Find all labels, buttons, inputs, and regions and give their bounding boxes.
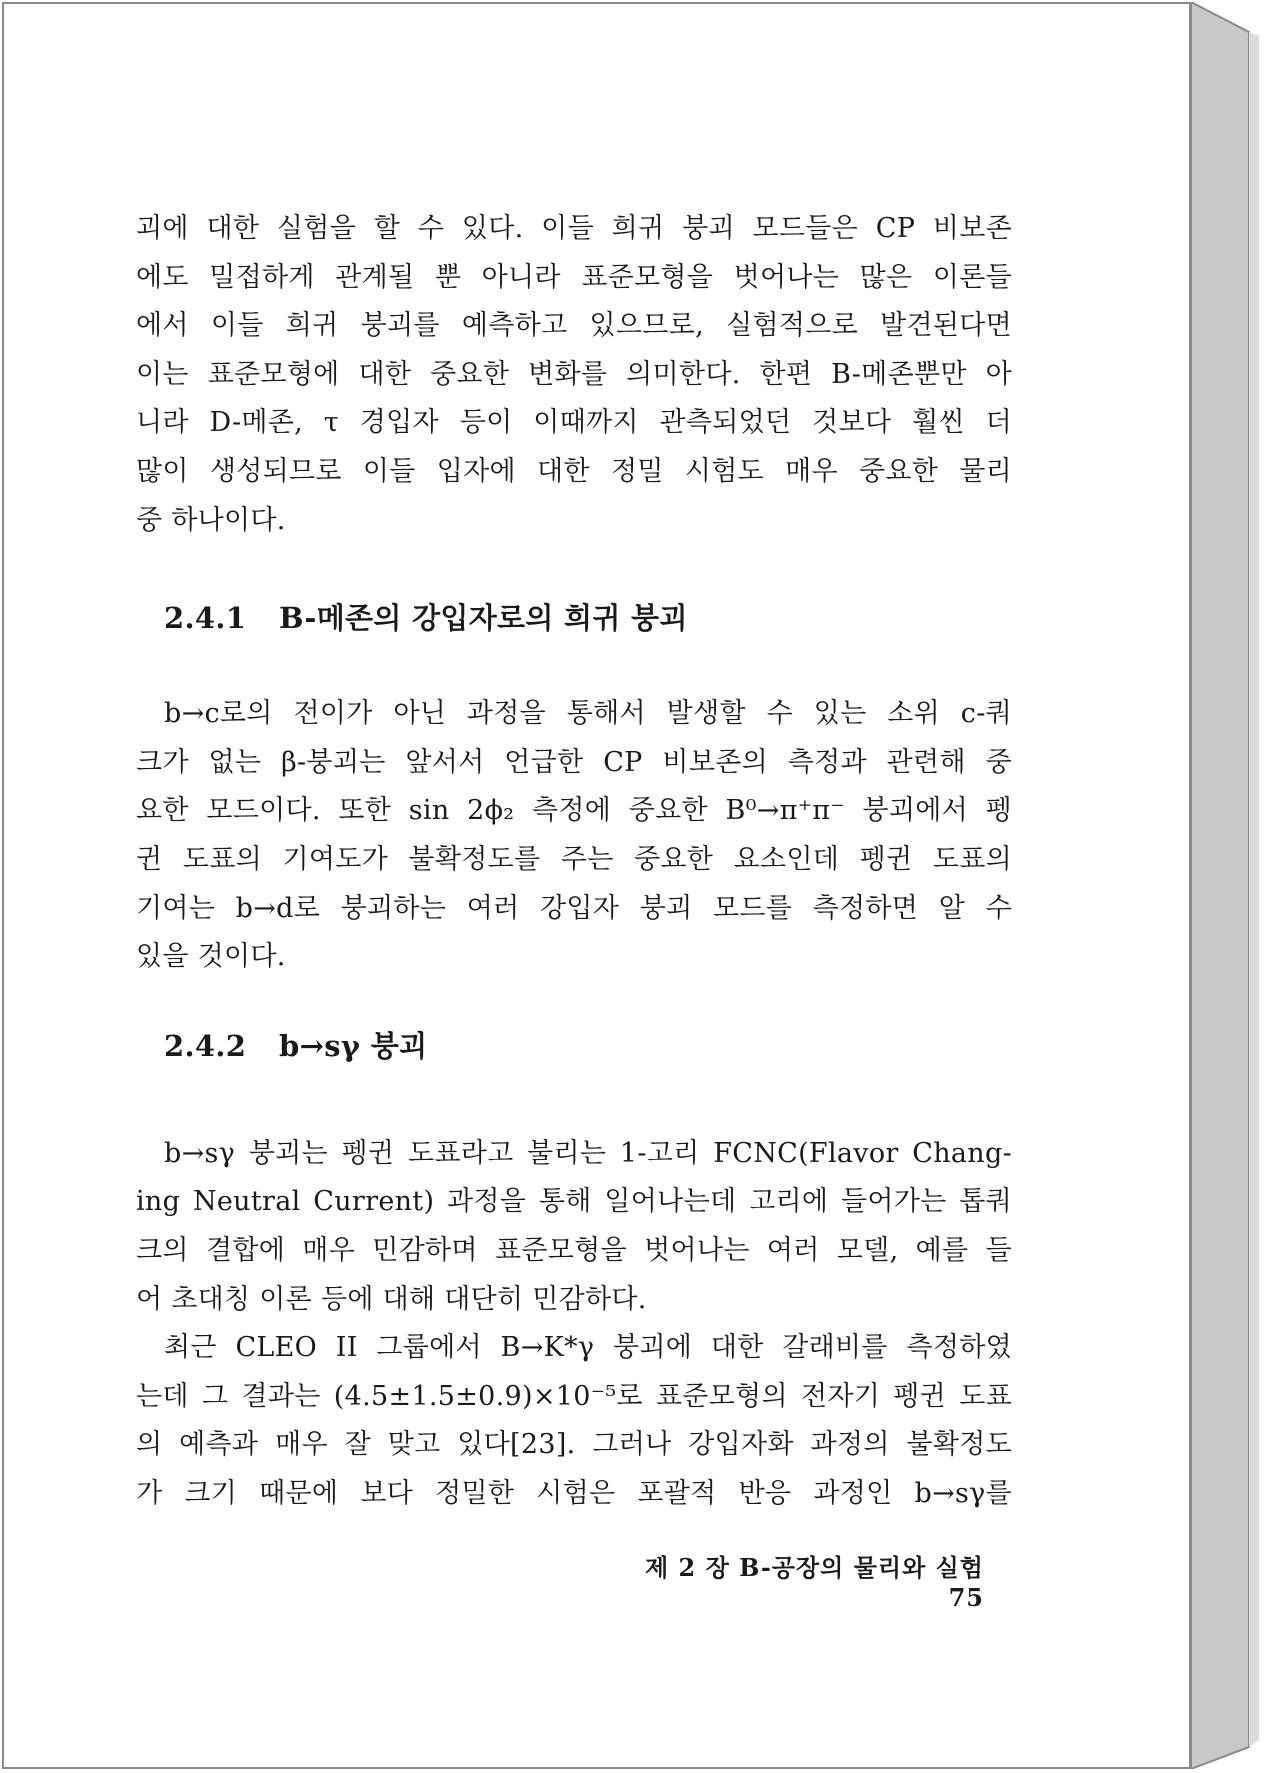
chapter-running-title: 제 2 장 B-공장의 물리와 실험 — [644, 1553, 984, 1582]
text-line: 이는 표준모형에 대한 중요한 변화를 의미한다. 한편 B-메존뿐만 아 — [136, 358, 1012, 390]
text-line: 있을 것이다. — [136, 941, 286, 973]
section-title: b→sγ 붕괴 — [279, 1028, 428, 1063]
text-line: 의 예측과 매우 잘 맞고 있다[23]. 그러나 강입자화 과정의 불확정도 — [136, 1429, 1012, 1461]
text-line: b→c로의 전이가 아닌 과정을 통해서 발생할 수 있는 소위 c-쿼 — [164, 698, 1012, 730]
text-line: 요한 모드이다. 또한 sin 2ϕ₂ 측정에 중요한 B⁰→π⁺π⁻ 붕괴에서 펭 — [136, 795, 1012, 827]
text-line: 기여는 b→d로 붕괴하는 여러 강입자 붕괴 모드를 측정하면 알 수 — [136, 892, 1012, 924]
paragraph-3 — [136, 1130, 1012, 1324]
text-line: 어 초대칭 이론 등에 대해 대단히 민감하다. — [136, 1283, 647, 1315]
text-line: 크가 없는 β-붕괴는 앞서서 언급한 CP 비보존의 측정과 관련해 중 — [136, 746, 1012, 778]
text-line: 에도 밀접하게 관계될 뿐 아니라 표준모형을 벗어나는 많은 이론들 — [136, 261, 1012, 293]
text-line: 가 크기 때문에 보다 정밀한 시험은 포괄적 반응 과정인 b→sγ를 — [136, 1477, 1012, 1509]
page-content — [136, 205, 1012, 1518]
section-heading-2-4-1 — [136, 594, 1012, 642]
text-line: 는데 그 결과는 (4.5±1.5±0.9)×10⁻⁵로 표준모형의 전자기 펭귄 도표 — [136, 1380, 1012, 1412]
text-line: b→sγ 붕괴는 펭귄 도표라고 불리는 1-고리 FCNC(Flavor Chang- — [164, 1137, 1012, 1169]
section-heading-2-4-2 — [136, 1022, 1012, 1070]
page-edge-shadow — [1191, 2, 1259, 1769]
paragraph-4 — [136, 1324, 1012, 1518]
text-line: ing Neutral Current) 과정을 통해 일어나는데 고리에 들어가는 톱쿼 — [136, 1186, 1012, 1218]
text-line: 크의 결합에 매우 민감하며 표준모형을 벗어나는 여러 모델, 예를 들 — [136, 1234, 1012, 1266]
text-line: 괴에 대한 실험을 할 수 있다. 이들 희귀 붕괴 모드들은 CP 비보존 — [136, 213, 1012, 244]
text-line: 최근 CLEO II 그룹에서 B→K*γ 붕괴에 대한 갈래비를 측정하였 — [164, 1332, 1012, 1364]
text-line: 중 하나이다. — [136, 504, 286, 536]
text-line: 니라 D-메존, τ 경입자 등이 이때까지 관측되었던 것보다 훨씬 더 — [136, 407, 1012, 439]
paragraph-2 — [136, 690, 1012, 982]
page-number: 75 — [948, 1583, 984, 1612]
section-number: 2.4.1 — [164, 601, 247, 636]
paragraph-1 — [136, 205, 1012, 545]
text-line: 많이 생성되므로 이들 입자에 대한 정밀 시험도 매우 중요한 물리 — [136, 455, 1012, 487]
text-line: 귄 도표의 기여도가 불확정도를 주는 중요한 요소인데 펭귄 도표의 — [136, 843, 1012, 875]
text-line: 에서 이들 희귀 붕괴를 예측하고 있으므로, 실험적으로 발견된다면 — [136, 310, 1012, 342]
section-number: 2.4.2 — [164, 1028, 247, 1063]
page-footer — [610, 1548, 984, 1612]
section-title: B-메존의 강입자로의 희귀 붕괴 — [279, 601, 688, 636]
